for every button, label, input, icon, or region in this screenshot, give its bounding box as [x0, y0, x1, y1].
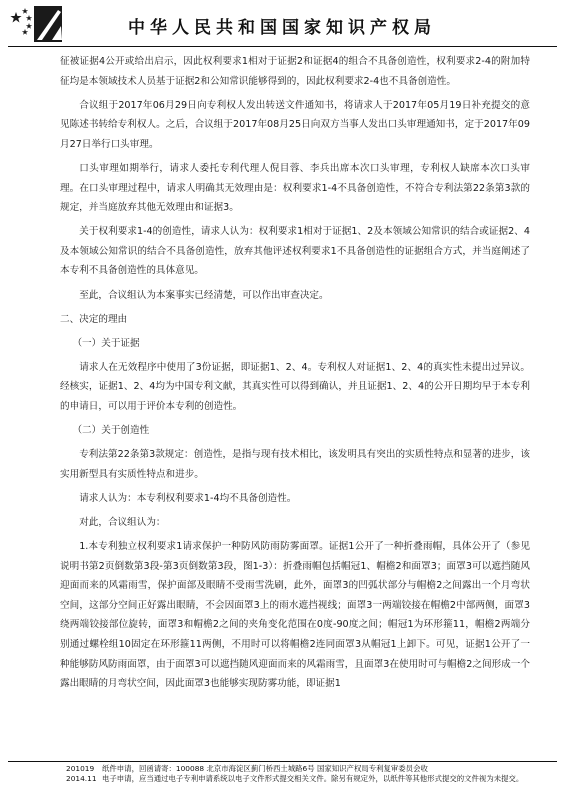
paragraph-requester-opinion: 关于权利要求1-4的创造性，请求人认为：权利要求1相对于证据1、2及本领域公知常识的结合或证据2、4及本领域公知常识的结合不具备创造性，放弃其他评述权利要求1不具备创造性的证据组合方式，并当庭阐述了本专利不具备创造性的具体意见。	[60, 226, 530, 277]
paper-filing-notice: 纸件申请，回函请寄：100088 北京市海淀区蓟门桥西土城路6号 国家知识产权局专利复审委员会收	[102, 764, 428, 773]
section-heading-reasons: 二、决定的理由	[60, 313, 128, 325]
paragraph-facts-clear: 至此，合议组认为本案事实已经清楚，可以作出审查决定。	[79, 289, 329, 301]
form-version: 2014.11	[66, 774, 97, 783]
header-divider	[8, 46, 557, 47]
footer-electronic-filing-row	[66, 774, 546, 784]
subsection-heading-inventiveness: （二）关于创造性	[72, 425, 150, 437]
page-header	[0, 0, 565, 50]
paragraph-requester-claims: 请求人认为：本专利权利要求1-4均不具备创造性。	[79, 492, 297, 504]
cnipa-emblem-icon	[8, 4, 66, 46]
paragraph-evidence-review: 请求人在无效程序中使用了3份证据，即证据1、2、4。专利权人对证据1、2、4的真实性未提出过异议。经核实，证据1、2、4均为中国专利文献，其真实性可以得到确认，并且证据1、2、4的公开日期均早于本专利的申请日，可以用于评价本专利的创造性。	[60, 361, 530, 412]
paragraph-claim-1-analysis: 1.本专利独立权利要求1请求保护一种防风防雨防雾面罩。证据1公开了一种折叠雨帽，具体公开了（参见说明书第2页倒数第3段-第3页倒数第3段，图1-3）：折叠雨帽包括帽冠1、帽檐2和面罩3；面罩3可以遮挡随风迎面而来的风霜雨雪，保护面部及眼睛不受雨雪洗刷，此外，面罩3的凹弧状部分与帽檐2之间露出一个月弯状空间，这部分空间正好露出眼睛，不会因面罩3上的雨水遮挡视线；面罩3一两端铰接在帽檐2中部两侧，面罩3绕两端铰接部位旋转，面罩3和帽檐2之间的夹角变化范围在0度-90度之间；帽冠1为环形箍11，帽檐2两端分别通过螺栓组10固定在环形箍11两侧，不用时可以将帽檐2连同面罩3从帽冠1上卸下。可见，证据1公开了一种能够防风防雨面罩，由于面罩3可以遮挡随风迎面而来的风霜雨雪，且面罩3在使用时可与帽檐2之间形成一个露出眼睛的月弯状空间，因此面罩3也能够实现防雾功能，即证据1	[60, 541, 530, 690]
paragraph-patent-law-22-3: 专利法第22条第3款规定：创造性，是指与现有技术相比，该发明具有突出的实质性特点和显著的进步，该实用新型具有实质性特点和进步。	[60, 449, 530, 480]
office-name: 中华人民共和国国家知识产权局	[128, 18, 436, 38]
page-footer	[66, 764, 546, 784]
footer-divider	[8, 761, 557, 762]
document-body	[60, 52, 530, 698]
paragraph-evidence-4-conclusion: 征被证据4公开或给出启示，因此权利要求1相对于证据2和证据4的组合不具备创造性，权利要求2-4的附加特征均是本领域技术人员基于证据2和公知常识能够得到的，因此权利要求2-4也不具备创造性。	[60, 56, 530, 87]
footer-paper-filing-row	[66, 764, 546, 774]
form-code: 201019	[66, 764, 95, 773]
paragraph-panel-view-intro: 对此，合议组认为：	[79, 516, 166, 528]
electronic-filing-notice: 电子申请，应当通过电子专利申请系统以电子文件形式提交相关文件。除另有规定外，以纸件等其他形式提交的文件视为未提交。	[102, 774, 524, 783]
paragraph-procedure-notice: 合议组于2017年06月29日向专利权人发出转送文件通知书，将请求人于2017年05月19日补充提交的意见陈述书转给专利权人。之后，合议组于2017年08月25日向双方当事人发出口头审理通知书，定于2017年09月27日举行口头审理。	[60, 99, 530, 150]
subsection-heading-evidence: （一）关于证据	[72, 337, 140, 349]
paragraph-oral-hearing: 口头审理如期举行，请求人委托专利代理人倪目蓉、李兵出席本次口头审理，专利权人缺席本次口头审理。在口头审理过程中，请求人明确其无效理由是：权利要求1-4不具备创造性，不符合专利法第22条第3款的规定，并当庭放弃其他无效理由和证据3。	[60, 162, 530, 214]
